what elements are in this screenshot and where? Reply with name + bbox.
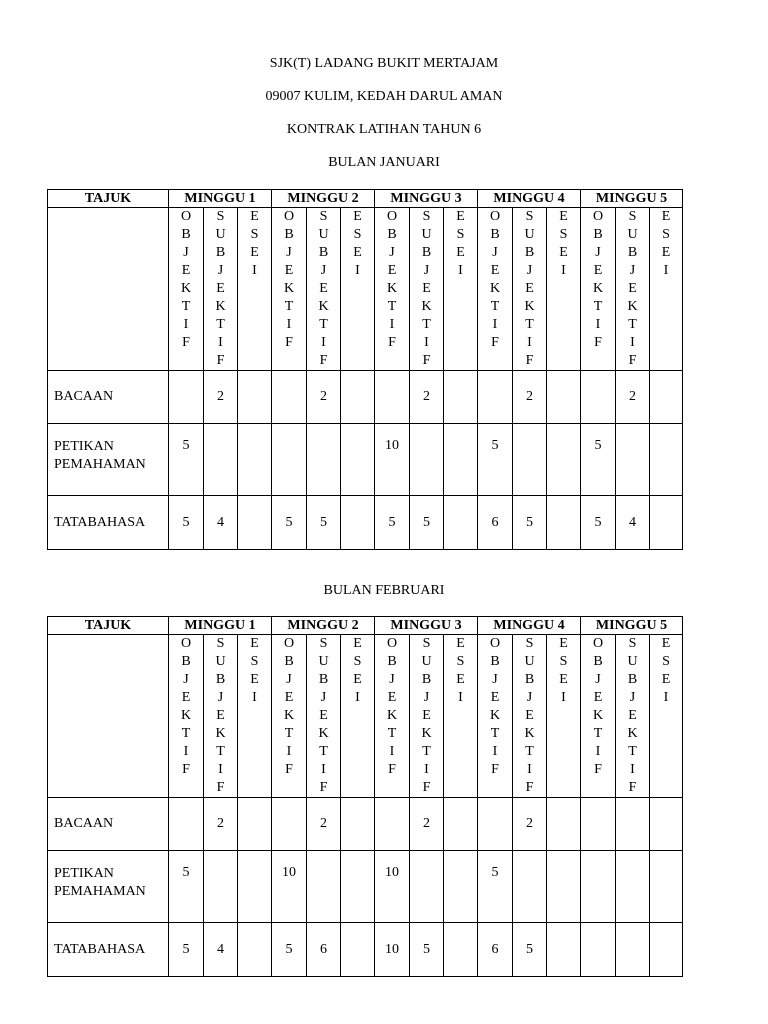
esei-label: E S E I xyxy=(456,636,465,705)
score-cell: 5 xyxy=(169,923,204,977)
subjektif-header xyxy=(307,208,341,371)
empty-cell xyxy=(48,635,169,798)
score-cell xyxy=(650,496,683,550)
minggu-1-header: MINGGU 1 xyxy=(169,617,272,635)
score-cell: 2 xyxy=(307,371,341,424)
objektif-header xyxy=(169,208,204,371)
score-cell xyxy=(444,496,478,550)
esei-label: E S E I xyxy=(353,636,362,705)
score-cell xyxy=(272,424,307,496)
objektif-header xyxy=(375,635,410,798)
subheader-row xyxy=(48,635,683,798)
score-cell xyxy=(581,851,616,923)
objektif-header xyxy=(581,635,616,798)
school-address: 09007 KULIM, KEDAH DARUL AMAN xyxy=(265,89,503,104)
score-cell xyxy=(650,923,683,977)
score-cell xyxy=(616,923,650,977)
score-cell: 10 xyxy=(375,424,410,496)
esei-label: E S E I xyxy=(661,209,671,278)
objektif-header xyxy=(581,208,616,371)
score-cell: 4 xyxy=(616,496,650,550)
esei-label: E S E I xyxy=(661,636,671,705)
table-row xyxy=(48,798,683,851)
empty-cell xyxy=(48,208,169,371)
esei-label: E S E I xyxy=(353,209,362,278)
score-cell xyxy=(307,424,341,496)
score-cell xyxy=(341,923,375,977)
score-cell xyxy=(650,371,683,424)
subjektif-header xyxy=(513,208,547,371)
score-cell xyxy=(272,798,307,851)
score-cell xyxy=(341,496,375,550)
score-cell: 5 xyxy=(581,424,616,496)
score-cell: 5 xyxy=(410,923,444,977)
score-cell xyxy=(169,371,204,424)
esei-header xyxy=(547,635,581,798)
subjektif-header xyxy=(204,208,238,371)
score-cell xyxy=(375,798,410,851)
score-cell: 6 xyxy=(478,496,513,550)
table-row xyxy=(48,496,683,550)
esei-label: E S E I xyxy=(250,209,259,278)
score-cell: 6 xyxy=(478,923,513,977)
score-cell: 5 xyxy=(375,496,410,550)
minggu-5-header: MINGGU 5 xyxy=(581,190,683,208)
objektif-header xyxy=(478,208,513,371)
row-label: PETIKAN PEMAHAMAN xyxy=(48,424,169,496)
esei-header xyxy=(341,635,375,798)
subjektif-header xyxy=(410,635,444,798)
row-label: BACAAN xyxy=(48,798,169,851)
score-cell: 6 xyxy=(307,923,341,977)
esei-label: E S E I xyxy=(559,209,568,278)
table-row xyxy=(48,923,683,977)
score-cell: 5 xyxy=(307,496,341,550)
esei-header xyxy=(444,208,478,371)
minggu-3-header: MINGGU 3 xyxy=(375,617,478,635)
minggu-2-header: MINGGU 2 xyxy=(272,617,375,635)
score-cell xyxy=(238,851,272,923)
score-cell: 5 xyxy=(272,496,307,550)
score-cell xyxy=(650,424,683,496)
score-cell: 5 xyxy=(478,424,513,496)
esei-header xyxy=(650,208,683,371)
score-cell: 2 xyxy=(307,798,341,851)
score-cell: 2 xyxy=(410,798,444,851)
school-name: SJK(T) LADANG BUKIT MERTAJAM xyxy=(269,56,499,71)
esei-label: E S E I xyxy=(559,636,568,705)
esei-header xyxy=(238,635,272,798)
objektif-label: O B J E K T I F xyxy=(489,636,501,777)
score-cell xyxy=(444,851,478,923)
subjektif-label: S U B J E K T I F xyxy=(318,209,329,368)
score-cell xyxy=(375,371,410,424)
subjektif-label: S U B J E K T I F xyxy=(421,636,432,795)
score-cell xyxy=(410,424,444,496)
objektif-label: O B J E K T I F xyxy=(592,636,604,777)
score-cell xyxy=(307,851,341,923)
score-cell: 5 xyxy=(169,496,204,550)
esei-header xyxy=(547,208,581,371)
score-cell xyxy=(581,371,616,424)
row-label: TATABAHASA xyxy=(48,923,169,977)
month-title-january: BULAN JANUARI xyxy=(328,155,440,170)
score-cell xyxy=(650,798,683,851)
objektif-label: O B J E K T I F xyxy=(489,209,501,350)
score-cell xyxy=(547,424,581,496)
tajuk-header: TAJUK xyxy=(48,190,169,208)
score-cell: 2 xyxy=(513,798,547,851)
tajuk-header: TAJUK xyxy=(48,617,169,635)
objektif-header xyxy=(272,208,307,371)
header-row xyxy=(48,617,683,635)
score-cell: 10 xyxy=(375,851,410,923)
score-cell xyxy=(410,851,444,923)
objektif-label: O B J E K T I F xyxy=(180,209,192,350)
score-cell xyxy=(616,851,650,923)
row-label: PETIKAN PEMAHAMAN xyxy=(48,851,169,923)
subheader-row xyxy=(48,208,683,371)
objektif-header xyxy=(478,635,513,798)
score-cell xyxy=(581,798,616,851)
score-cell xyxy=(238,371,272,424)
esei-header xyxy=(341,208,375,371)
row-label: TATABAHASA xyxy=(48,496,169,550)
score-cell xyxy=(444,798,478,851)
score-cell xyxy=(238,496,272,550)
score-cell xyxy=(478,371,513,424)
score-cell xyxy=(341,851,375,923)
month-title-february: BULAN FEBRUARI xyxy=(323,583,445,598)
score-cell xyxy=(581,923,616,977)
score-cell: 5 xyxy=(169,851,204,923)
score-cell xyxy=(650,851,683,923)
score-cell: 5 xyxy=(272,923,307,977)
objektif-label: O B J E K T I F xyxy=(180,636,192,777)
score-cell: 2 xyxy=(410,371,444,424)
objektif-header xyxy=(169,635,204,798)
subjektif-label: S U B J E K T I F xyxy=(421,209,432,368)
score-cell: 5 xyxy=(513,496,547,550)
esei-header xyxy=(650,635,683,798)
score-cell xyxy=(238,923,272,977)
subjektif-label: S U B J E K T I F xyxy=(627,209,638,368)
objektif-header xyxy=(375,208,410,371)
score-cell xyxy=(547,851,581,923)
score-cell xyxy=(444,371,478,424)
objektif-label: O B J E K T I F xyxy=(283,636,295,777)
score-cell xyxy=(444,424,478,496)
contract-table-february xyxy=(47,616,683,977)
score-cell: 2 xyxy=(204,371,238,424)
score-cell xyxy=(169,798,204,851)
score-cell: 5 xyxy=(410,496,444,550)
score-cell xyxy=(616,424,650,496)
score-cell: 10 xyxy=(272,851,307,923)
score-cell xyxy=(204,851,238,923)
minggu-4-header: MINGGU 4 xyxy=(478,190,581,208)
subjektif-label: S U B J E K T I F xyxy=(318,636,329,795)
document-title: KONTRAK LATIHAN TAHUN 6 xyxy=(286,122,482,137)
esei-label: E S E I xyxy=(456,209,465,278)
minggu-5-header: MINGGU 5 xyxy=(581,617,683,635)
score-cell xyxy=(478,798,513,851)
row-label: BACAAN xyxy=(48,371,169,424)
header-row xyxy=(48,190,683,208)
objektif-label: O B J E K T I F xyxy=(592,209,604,350)
score-cell xyxy=(341,371,375,424)
table-row xyxy=(48,371,683,424)
score-cell xyxy=(547,798,581,851)
objektif-label: O B J E K T I F xyxy=(386,636,398,777)
objektif-header xyxy=(272,635,307,798)
esei-header xyxy=(238,208,272,371)
score-cell xyxy=(444,923,478,977)
score-cell: 4 xyxy=(204,923,238,977)
score-cell: 5 xyxy=(581,496,616,550)
score-cell xyxy=(341,798,375,851)
subjektif-header xyxy=(616,208,650,371)
subjektif-header xyxy=(410,208,444,371)
subjektif-label: S U B J E K T I F xyxy=(627,636,638,795)
minggu-2-header: MINGGU 2 xyxy=(272,190,375,208)
minggu-4-header: MINGGU 4 xyxy=(478,617,581,635)
score-cell xyxy=(513,424,547,496)
score-cell: 2 xyxy=(204,798,238,851)
contract-table-january xyxy=(47,189,683,550)
subjektif-header xyxy=(616,635,650,798)
score-cell: 10 xyxy=(375,923,410,977)
score-cell: 5 xyxy=(513,923,547,977)
score-cell: 2 xyxy=(616,371,650,424)
score-cell xyxy=(547,496,581,550)
score-cell xyxy=(513,851,547,923)
subjektif-label: S U B J E K T I F xyxy=(524,636,535,795)
score-cell: 4 xyxy=(204,496,238,550)
minggu-1-header: MINGGU 1 xyxy=(169,190,272,208)
objektif-label: O B J E K T I F xyxy=(283,209,295,350)
subjektif-header xyxy=(513,635,547,798)
table-row xyxy=(48,851,683,923)
score-cell xyxy=(272,371,307,424)
score-cell xyxy=(341,424,375,496)
minggu-3-header: MINGGU 3 xyxy=(375,190,478,208)
score-cell: 5 xyxy=(478,851,513,923)
subjektif-label: S U B J E K T I F xyxy=(524,209,535,368)
score-cell xyxy=(547,923,581,977)
subjektif-header xyxy=(307,635,341,798)
esei-label: E S E I xyxy=(250,636,259,705)
score-cell xyxy=(547,371,581,424)
score-cell xyxy=(238,798,272,851)
score-cell xyxy=(238,424,272,496)
score-cell xyxy=(204,424,238,496)
score-cell: 2 xyxy=(513,371,547,424)
esei-header xyxy=(444,635,478,798)
subjektif-label: S U B J E K T I F xyxy=(215,636,226,795)
subjektif-label: S U B J E K T I F xyxy=(215,209,226,368)
table-row xyxy=(48,424,683,496)
subjektif-header xyxy=(204,635,238,798)
score-cell: 5 xyxy=(169,424,204,496)
score-cell xyxy=(616,798,650,851)
objektif-label: O B J E K T I F xyxy=(386,209,398,350)
